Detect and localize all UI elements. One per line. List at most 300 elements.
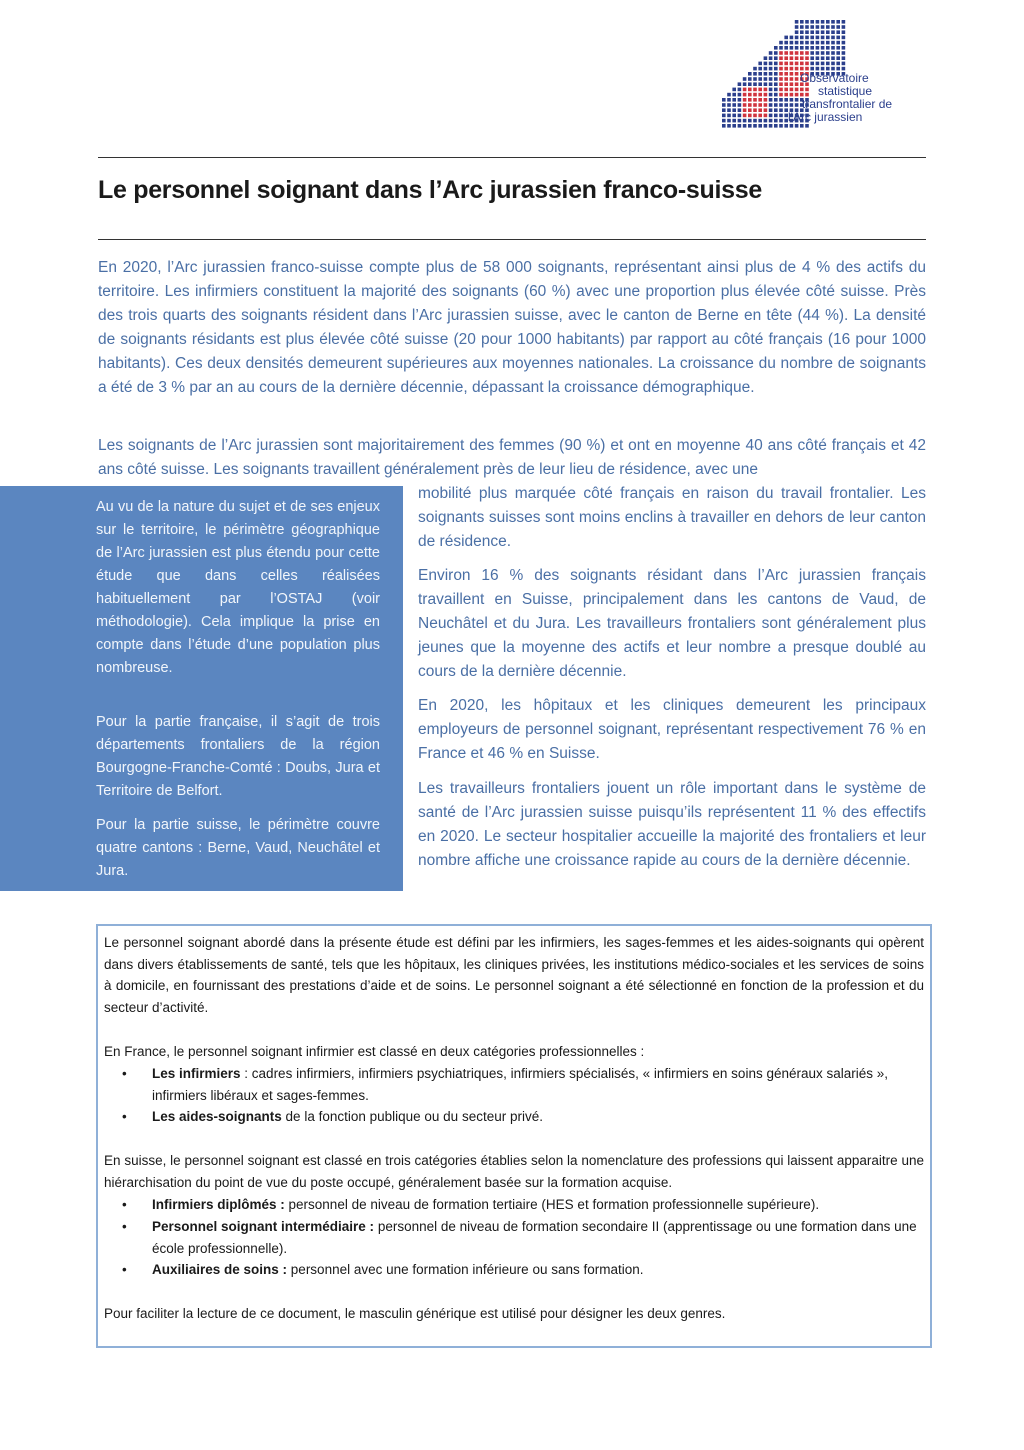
- logo-dot: [774, 77, 778, 81]
- logo-dot: [831, 20, 835, 24]
- logo-dot: [748, 82, 752, 86]
- logo-dot: [743, 93, 747, 97]
- logo-dot: [826, 25, 830, 29]
- logo-dot: [764, 67, 768, 71]
- logo-dot: [795, 36, 799, 40]
- logo-dot: [790, 88, 794, 92]
- logo-line: Observatoire: [800, 71, 869, 85]
- logo-dot: [748, 98, 752, 102]
- logo-dot: [769, 98, 773, 102]
- logo-dot: [774, 46, 778, 50]
- logo-dot: [779, 82, 783, 86]
- logo-dot: [795, 124, 799, 128]
- logo-dot: [816, 30, 820, 34]
- logo-dot: [779, 98, 783, 102]
- logo-dot: [795, 62, 799, 66]
- logo-dot: [779, 77, 783, 81]
- logo-dot: [800, 36, 804, 40]
- logo-dot: [779, 62, 783, 66]
- logo-dot: [764, 72, 768, 76]
- logo-dot: [758, 77, 762, 81]
- logo-dot: [784, 103, 788, 107]
- logo-dot: [816, 20, 820, 24]
- logo-dot: [764, 119, 768, 123]
- list-item-text: de la fonction publique ou du secteur privé.: [281, 1109, 543, 1124]
- logo-dot: [764, 62, 768, 66]
- logo-dot: [816, 36, 820, 40]
- logo-dot: [842, 62, 846, 66]
- logo-dot: [779, 72, 783, 76]
- logo-dot: [831, 62, 835, 66]
- logo-dot: [790, 56, 794, 60]
- logo-dot: [805, 36, 809, 40]
- logo-dot: [758, 67, 762, 71]
- logo-dot: [821, 46, 825, 50]
- logo-dot: [727, 108, 731, 112]
- logo-dot: [810, 36, 814, 40]
- logo-dot: [795, 82, 799, 86]
- logo-dot: [738, 124, 742, 128]
- logo-dot: [758, 88, 762, 92]
- logo-dot: [842, 30, 846, 34]
- logo-dot: [800, 56, 804, 60]
- logo-dot: [790, 98, 794, 102]
- intro-paragraph-2-cont: mobilité plus marquée côté français en raison du travail frontalier. Les soignants suisses sont moins enclins à travailler en dehors de leur canton de résidence.: [418, 485, 926, 550]
- logo-dot: [821, 56, 825, 60]
- logo-dot: [727, 93, 731, 97]
- logo-dot: [784, 72, 788, 76]
- logo-dot: [753, 119, 757, 123]
- logo-dot: [810, 20, 814, 24]
- logo-dot: [795, 77, 799, 81]
- logo-dot: [727, 114, 731, 118]
- logo-dot: [805, 46, 809, 50]
- logo-dot: [779, 93, 783, 97]
- logo-dot: [758, 93, 762, 97]
- logo-dot: [831, 36, 835, 40]
- logo-dot: [836, 36, 840, 40]
- logo-dot: [826, 36, 830, 40]
- logo-dot: [790, 36, 794, 40]
- bullet-icon: •: [122, 1262, 127, 1277]
- logo-dot: [774, 98, 778, 102]
- logo-dot: [769, 108, 773, 112]
- logo-dot: [732, 98, 736, 102]
- logo-dot: [758, 108, 762, 112]
- definition-box: [96, 924, 932, 1348]
- logo-dot: [795, 25, 799, 29]
- logo-dot: [805, 25, 809, 29]
- logo-dot: [764, 114, 768, 118]
- logo-dot: [753, 114, 757, 118]
- logo-dot: [722, 114, 726, 118]
- logo-dot: [800, 51, 804, 55]
- logo-dot: [774, 88, 778, 92]
- logo-dot: [826, 46, 830, 50]
- logo-dot: [805, 51, 809, 55]
- logo-dot: [732, 124, 736, 128]
- logo-dot: [774, 51, 778, 55]
- logo-dot: [842, 20, 846, 24]
- logo-dot: [753, 93, 757, 97]
- logo-dot: [826, 51, 830, 55]
- logo-dot: [758, 124, 762, 128]
- list-item-text: personnel avec une formation inférieure ou sans formation.: [287, 1262, 644, 1277]
- bullet-icon: •: [122, 1109, 127, 1124]
- logo-dot: [722, 103, 726, 107]
- logo-dot: [748, 114, 752, 118]
- logo-dot: [748, 77, 752, 81]
- logo-dot: [743, 108, 747, 112]
- logo-dot: [795, 46, 799, 50]
- list-item-bold: Infirmiers diplômés :: [152, 1197, 285, 1212]
- logo-dot: [826, 56, 830, 60]
- logo-dot: [732, 88, 736, 92]
- logo-dot: [810, 67, 814, 71]
- logo-dot: [753, 72, 757, 76]
- logo-dot: [748, 72, 752, 76]
- logo-dot: [748, 103, 752, 107]
- logo-dot: [764, 108, 768, 112]
- logo-dot: [727, 119, 731, 123]
- list-item-bold: Personnel soignant intermédiaire :: [152, 1219, 375, 1234]
- logo-dot: [836, 41, 840, 45]
- logo-dot: [784, 62, 788, 66]
- logo-dot: [764, 124, 768, 128]
- logo-dot: [836, 25, 840, 29]
- logo-dot: [764, 82, 768, 86]
- logo-dot: [732, 114, 736, 118]
- logo-dot: [743, 119, 747, 123]
- logo-dot: [779, 119, 783, 123]
- logo-dot: [836, 62, 840, 66]
- logo-dot: [842, 36, 846, 40]
- logo-dot: [784, 124, 788, 128]
- logo-dot: [738, 93, 742, 97]
- logo-dot: [821, 41, 825, 45]
- logo-dot: [758, 82, 762, 86]
- france-intro: En France, le personnel soignant infirmier est classé en deux catégories professionnelles :: [104, 1044, 645, 1059]
- logo-dot: [722, 98, 726, 102]
- logo-dot: [779, 56, 783, 60]
- logo-dot: [769, 51, 773, 55]
- logo-dot: [842, 51, 846, 55]
- logo-dot: [743, 77, 747, 81]
- logo-dot: [743, 98, 747, 102]
- logo-dot: [836, 51, 840, 55]
- logo-dot: [805, 67, 809, 71]
- logo-dot: [764, 77, 768, 81]
- logo-dot: [774, 72, 778, 76]
- logo-dot: [831, 46, 835, 50]
- logo-dot: [753, 67, 757, 71]
- logo-dot: [826, 20, 830, 24]
- logo-dot: [769, 119, 773, 123]
- logo-dot: [842, 56, 846, 60]
- sidebar-paragraph-2: Pour la partie française, il s’agit de trois départements frontaliers de la région Bourgogne-Franche-Comté : Doubs, Jura et Territoire de Belfort.: [96, 714, 380, 799]
- logo-dot: [769, 124, 773, 128]
- logo-dot: [774, 124, 778, 128]
- logo-dot: [831, 25, 835, 29]
- bullet-icon: •: [122, 1197, 127, 1212]
- logo-dot: [795, 41, 799, 45]
- logo-dot: [816, 62, 820, 66]
- logo-dot: [810, 41, 814, 45]
- logo-dot: [800, 46, 804, 50]
- logo-dot: [790, 82, 794, 86]
- logo-dot: [784, 67, 788, 71]
- logo-dot: [738, 88, 742, 92]
- logo-dot: [764, 93, 768, 97]
- logo-line: l'Arc jurassien: [788, 110, 863, 124]
- logo-dot: [836, 56, 840, 60]
- logo-dot: [795, 56, 799, 60]
- logo-dot: [774, 119, 778, 123]
- logo-dot: [842, 41, 846, 45]
- logo-dot: [816, 51, 820, 55]
- logo-line: transfrontalier de: [802, 97, 893, 111]
- logo-dot: [779, 46, 783, 50]
- logo-dot: [795, 67, 799, 71]
- logo-dot: [738, 114, 742, 118]
- logo-dot: [790, 67, 794, 71]
- logo-dot: [758, 119, 762, 123]
- intro-paragraph-3: Environ 16 % des soignants résidant dans l’Arc jurassien français travaillent en Suisse, principalement dans les cantons de Vaud, de Neuchâtel et du Jura. Les travailleurs frontaliers sont généralement plus jeunes que la moyenne des actifs et leur nombre a presque doublé au cours de la dernière décennie.: [418, 567, 926, 680]
- logo-dot: [795, 72, 799, 76]
- list-item-text: : cadres infirmiers, infirmiers psychiatriques, infirmiers spécialisés, « infirmiers en soins généraux salariés », infirmiers libéraux et sages-femmes.: [152, 1066, 889, 1103]
- logo-dot: [826, 41, 830, 45]
- logo-dot: [784, 82, 788, 86]
- logo-dot: [753, 88, 757, 92]
- logo-dot: [816, 67, 820, 71]
- logo-dot: [810, 30, 814, 34]
- logo-dot: [800, 67, 804, 71]
- logo-dot: [805, 41, 809, 45]
- logo-dot: [743, 103, 747, 107]
- logo-dot: [800, 20, 804, 24]
- logo-dot: [831, 51, 835, 55]
- logo-dot: [764, 88, 768, 92]
- logo-dot: [769, 93, 773, 97]
- logo-dot: [774, 93, 778, 97]
- logo-dot: [738, 108, 742, 112]
- logo-dot: [774, 103, 778, 107]
- logo-dot: [732, 119, 736, 123]
- logo-dot: [774, 62, 778, 66]
- logo-dot: [784, 93, 788, 97]
- logo-dot: [805, 30, 809, 34]
- logo-dot: [836, 30, 840, 34]
- logo-dot: [738, 103, 742, 107]
- logo-dot: [758, 103, 762, 107]
- logo-dot: [821, 25, 825, 29]
- logo-dot: [774, 108, 778, 112]
- sidebar-paragraph-3: Pour la partie suisse, le périmètre couvre quatre cantons : Berne, Vaud, Neuchâtel et Jura.: [96, 817, 380, 879]
- logo-dot: [727, 103, 731, 107]
- logo-dot: [795, 30, 799, 34]
- logo-dot: [769, 62, 773, 66]
- logo-dot: [722, 124, 726, 128]
- logo-dot: [753, 103, 757, 107]
- logo-dot: [769, 67, 773, 71]
- logo-dot: [784, 41, 788, 45]
- logo-dot: [790, 46, 794, 50]
- logo-dot: [831, 41, 835, 45]
- logo-dot: [779, 51, 783, 55]
- logo-dot: [842, 67, 846, 71]
- top-rule: [98, 157, 926, 158]
- logo-dot: [779, 103, 783, 107]
- bullet-icon: •: [122, 1066, 127, 1081]
- logo-dot: [790, 62, 794, 66]
- logo-dot: [779, 41, 783, 45]
- logo-dot: [753, 82, 757, 86]
- logo-dot: [753, 124, 757, 128]
- logo-dot: [774, 67, 778, 71]
- logo-dot: [738, 119, 742, 123]
- logo-dot: [821, 36, 825, 40]
- logo-dot: [779, 67, 783, 71]
- logo-dot: [790, 41, 794, 45]
- logo-dot: [753, 98, 757, 102]
- intro-paragraph-2: Les soignants de l’Arc jurassien sont majoritairement des femmes (90 %) et ont en moyenne 40 ans côté français et 42 ans côté suisse. Les soignants travaillent généralement près de leur lieu de résidence, avec une: [98, 437, 926, 478]
- intro-paragraph-5: Les travailleurs frontaliers jouent un rôle important dans le système de santé de l’Arc jurassien suisse puisqu’ils représentent 11 % des effectifs en 2020. Le secteur hospitalier accueille la majorité des frontaliers et leur nombre affiche une croissance rapide au cours de la dernière décennie.: [418, 780, 926, 869]
- logo-dot: [769, 114, 773, 118]
- logo-dot: [795, 103, 799, 107]
- logo-dot: [784, 77, 788, 81]
- logo-dot: [836, 67, 840, 71]
- logo-dot: [758, 114, 762, 118]
- switzerland-intro: En suisse, le personnel soignant est classé en trois catégories établies selon la nomenclature des professions qui laissent apparaitre une hiérarchisation du point de vue du poste occupé, généralement basée sur la formation acquise.: [104, 1153, 924, 1190]
- logo-line: statistique: [818, 84, 873, 98]
- logo-dot: [831, 67, 835, 71]
- logo-dot: [805, 62, 809, 66]
- logo-dot: [748, 108, 752, 112]
- logo-dot: [779, 88, 783, 92]
- logo-dot: [722, 108, 726, 112]
- title-rule: [98, 239, 926, 240]
- logo-dot: [743, 82, 747, 86]
- logo-dot: [738, 98, 742, 102]
- logo-dot: [779, 114, 783, 118]
- logo-dot: [743, 88, 747, 92]
- logo-dot: [769, 72, 773, 76]
- logo-dot: [764, 56, 768, 60]
- list-item-bold: Les infirmiers: [152, 1066, 241, 1081]
- logo-dot: [800, 25, 804, 29]
- logo-dot: [753, 108, 757, 112]
- definition-paragraph: Le personnel soignant abordé dans la présente étude est défini par les infirmiers, les sages-femmes et les aides-soignants qui opèrent dans divers établissements de santé, tels que les hôpitaux, les cliniques privées, les institutions médico-sociales et les services de soins à domicile, en fournissant des prestations d’aide et de soins. Le personnel soignant a été sélectionné en fonction de la profession et du secteur d’activité.: [104, 935, 924, 1015]
- logo-dot: [795, 51, 799, 55]
- logo-dot: [800, 62, 804, 66]
- logo-dot: [805, 124, 809, 128]
- list-item-bold: Auxiliaires de soins :: [152, 1262, 288, 1277]
- intro-paragraph-4: En 2020, les hôpitaux et les cliniques demeurent les principaux employeurs de personnel soignant, représentant respectivement 76 % en France et 46 % en Suisse.: [418, 697, 926, 762]
- logo-dot: [821, 20, 825, 24]
- logo-dot: [790, 77, 794, 81]
- logo-dot: [727, 98, 731, 102]
- logo-dot: [784, 88, 788, 92]
- list-item-text: personnel de niveau de formation secondaire II (apprentissage ou une formation dans une école professionnelle).: [152, 1219, 917, 1256]
- logo-dot: [800, 41, 804, 45]
- logo-dot: [821, 62, 825, 66]
- logo-dot: [732, 108, 736, 112]
- logo-dot: [769, 88, 773, 92]
- list-item-text: personnel de niveau de formation tertiaire (HES et formation professionnelle supérieure).: [284, 1197, 820, 1212]
- logo-dot: [769, 77, 773, 81]
- logo-dot: [821, 51, 825, 55]
- logo-dot: [826, 62, 830, 66]
- logo-dot: [795, 98, 799, 102]
- logo-dot: [816, 56, 820, 60]
- logo-dot: [816, 25, 820, 29]
- sidebar-paragraph-1: Au vu de la nature du sujet et de ses enjeux sur le territoire, le périmètre géographique de l’Arc jurassien est plus étendu pour cette étude que dans celles réalisées habituellement par l’OSTAJ (voir méthodologie). Cela implique la prise en compte dans l’étude d’une population plus nombreuse.: [96, 499, 380, 676]
- logo-dot: [769, 56, 773, 60]
- list-item-bold: Les aides-soignants: [152, 1109, 282, 1124]
- logo-dot: [748, 124, 752, 128]
- logo-dot: [727, 124, 731, 128]
- logo-dot: [810, 46, 814, 50]
- intro-paragraph-1: En 2020, l’Arc jurassien franco-suisse compte plus de 58 000 soignants, représentant ainsi plus de 4 % des actifs du territoire. Les infirmiers constituent la majorité des soignants (60 %) avec une proportion plus élevée côté suisse. Près des trois quarts des soignants résident dans l’Arc jurassien suisse, avec le canton de Berne en tête (44 %). La densité de soignants résidants est plus élevée côté suisse (20 pour 1000 habitants) par rapport au côté français (16 pour 1000 habitants). Ces deux densités demeurent supérieures aux moyennes nationales. La croissance du nombre de soignants a été de 3 % par an au cours de la dernière décennie, dépassant la croissance démographique.: [98, 259, 926, 396]
- logo-dot: [748, 88, 752, 92]
- logo-dot: [836, 46, 840, 50]
- logo-dot: [784, 56, 788, 60]
- logo-dot: [784, 98, 788, 102]
- logo-dot: [795, 20, 799, 24]
- logo-dot: [816, 41, 820, 45]
- logo-dot: [774, 56, 778, 60]
- logo-dot: [784, 46, 788, 50]
- logo-dot: [790, 124, 794, 128]
- logo-dot: [795, 93, 799, 97]
- logo-dot: [748, 93, 752, 97]
- logo-dot: [784, 51, 788, 55]
- logo-dot: [722, 119, 726, 123]
- page-title: Le personnel soignant dans l’Arc jurassien franco-suisse: [98, 176, 762, 204]
- logo-dot: [826, 67, 830, 71]
- logo-dot: [800, 30, 804, 34]
- logo-dot: [810, 25, 814, 29]
- logo-dot: [764, 98, 768, 102]
- logo-dot: [805, 20, 809, 24]
- logo-dot: [831, 30, 835, 34]
- logo-dot: [836, 20, 840, 24]
- logo-dot: [732, 103, 736, 107]
- logo-dot: [743, 124, 747, 128]
- logo-dot: [821, 67, 825, 71]
- logo-dot: [790, 72, 794, 76]
- logo-dot: [779, 108, 783, 112]
- logo-dot: [790, 51, 794, 55]
- logo-dot: [758, 98, 762, 102]
- logo-dot: [810, 51, 814, 55]
- logo-dot: [831, 56, 835, 60]
- logo-dot: [769, 103, 773, 107]
- logo-dot: [758, 72, 762, 76]
- logo-dot: [748, 119, 752, 123]
- logo-dot: [774, 82, 778, 86]
- logo-text: [788, 71, 893, 124]
- logo-dot: [842, 25, 846, 29]
- logo-dot: [732, 93, 736, 97]
- logo-dot: [810, 62, 814, 66]
- logo-dot: [821, 30, 825, 34]
- logo-dot: [753, 77, 757, 81]
- perimeter-sidebar: [0, 486, 403, 891]
- logo-dot: [738, 82, 742, 86]
- logo-dot: [810, 56, 814, 60]
- logo-dot: [795, 88, 799, 92]
